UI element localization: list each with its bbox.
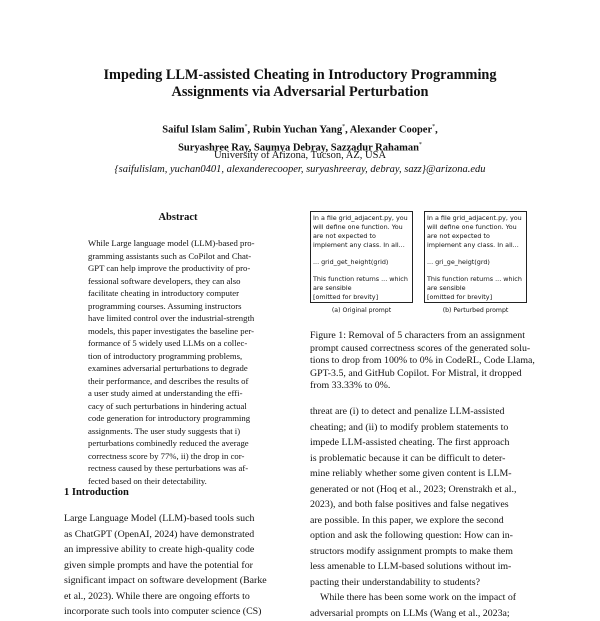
figure-subcaption-b: (b) Perturbed prompt <box>424 307 527 314</box>
prompt-line: [omitted for brevity] <box>313 293 410 302</box>
intro-line: incorporate such tools into computer science (CS) <box>64 604 294 620</box>
abstract-line: programming courses. Assuming instructors <box>88 300 274 313</box>
title-line-2: Assignments via Adversarial Perturbation <box>0 84 600 101</box>
author-mark: * <box>245 124 248 130</box>
figure-subcaption-a: (a) Original prompt <box>310 307 413 314</box>
abstract-line: their performance, and describes the results of <box>88 375 274 388</box>
right-column-line: 2023), and both false positives and false negatives <box>310 497 540 513</box>
prompt-line: will define one function. You <box>427 223 524 232</box>
prompt-line: implement any class. In all... <box>427 241 524 250</box>
author-name: , Rubin Yuchan Yang <box>248 125 343 136</box>
author-name: Suryashree Ray, Saumya Debray, Sazzadur Rahaman <box>178 142 419 153</box>
abstract-line: assignments. The user study suggests that i) <box>88 425 274 438</box>
abstract-line: While Large language model (LLM)-based pro- <box>88 237 274 250</box>
figure-caption-line: Figure 1: Removal of 5 characters from an assignment <box>310 330 540 343</box>
abstract-line: gramming assistants such as CoPilot and Chat- <box>88 250 274 263</box>
abstract-body <box>88 237 274 487</box>
affiliation: University of Arizona, Tucson, AZ, USA <box>0 149 600 163</box>
figure-caption-line: prompt caused correctness scores of the generated solu- <box>310 343 540 356</box>
abstract-line: GPT can help improve the productivity of pro- <box>88 262 274 275</box>
author-mark: * <box>342 124 345 130</box>
intro-line: an impressive ability to create high-quality code <box>64 542 294 558</box>
abstract-line: models, this paper investigates the baseline per- <box>88 325 274 338</box>
intro-line: given simple prompts and have the potential for <box>64 558 294 574</box>
abstract-line: correctness score by 77%, ii) the drop in cor- <box>88 450 274 463</box>
right-column-line: less amenable to LLM-based solutions without im- <box>310 559 540 575</box>
abstract-line: perturbations combinedly reduced the average <box>88 437 274 450</box>
abstract-line: have limited control over the industrial-strength <box>88 312 274 325</box>
email-addresses: {saifulislam, yuchan0401, alexanderecooper, suryashreeray, debray, sazz}@arizona.edu <box>0 163 600 177</box>
figure-panel-original <box>310 211 413 303</box>
right-column-line: pacting their understandability to students? <box>310 575 540 591</box>
prompt-line: This function returns ... which <box>313 275 410 284</box>
prompt-line: In a file grid_adjacent.py, you <box>427 214 524 223</box>
intro-line: significant impact on software development (Barke <box>64 573 294 589</box>
intro-line: et al., 2023). While there are ongoing efforts to <box>64 589 294 605</box>
prompt-line: ... gri_ge_heigt(grd) <box>427 258 524 267</box>
right-column-line: mine reliably whether some given content is LLM- <box>310 466 540 482</box>
figure-caption-line: from 33.33% to 0%. <box>310 380 540 393</box>
abstract-line: formance of 5 widely used LLMs on a collec- <box>88 337 274 350</box>
right-column-line: generated or not (Hoq et al., 2023; Orenstrakh et al., <box>310 482 540 498</box>
prompt-line <box>427 250 524 258</box>
right-column-text <box>310 404 540 621</box>
abstract-line: fessional software developers, they can also <box>88 275 274 288</box>
prompt-line <box>313 250 410 258</box>
abstract-line: rectness caused by these perturbations was af- <box>88 462 274 475</box>
abstract-line: facilitate cheating in introductory computer <box>88 287 274 300</box>
abstract-line: cacy of such perturbations in hindering actual <box>88 400 274 413</box>
right-column-line: threat are (i) to detect and penalize LLM-assisted <box>310 404 540 420</box>
right-column-line: option and ask the following question: How can in- <box>310 528 540 544</box>
prompt-line: In a file grid_adjacent.py, you <box>313 214 410 223</box>
section-heading-introduction: 1 Introduction <box>64 487 129 498</box>
prompt-line <box>313 267 410 275</box>
abstract-line: fected based on their detectability. <box>88 475 274 488</box>
author-mark: * <box>419 142 422 148</box>
right-column-line: While there has been some work on the impact of <box>310 590 540 606</box>
abstract-heading: Abstract <box>88 212 268 223</box>
abstract-line: examines adversarial perturbations to degrade <box>88 362 274 375</box>
abstract-line: a user study aimed at understanding the effi- <box>88 387 274 400</box>
author-mark: * <box>432 124 435 130</box>
intro-line: as ChatGPT (OpenAI, 2024) have demonstrated <box>64 527 294 543</box>
author-name: , <box>435 125 438 136</box>
right-column-line: is problematic because it can be difficult to deter- <box>310 451 540 467</box>
prompt-line: implement any class. In all... <box>313 241 410 250</box>
right-column-line: impede LLM-assisted cheating. The first approach <box>310 435 540 451</box>
abstract-line: tion of introductory programming problems, <box>88 350 274 363</box>
prompt-line: will define one function. You <box>313 223 410 232</box>
right-column-line: cheating; and (ii) to modify problem statements to <box>310 420 540 436</box>
author-name: , Alexander Cooper <box>345 125 432 136</box>
prompt-line: are sensible <box>313 284 410 293</box>
prompt-line: are sensible <box>427 284 524 293</box>
abstract-line: code generation for introductory programming <box>88 412 274 425</box>
right-column-line: adversarial prompts on LLMs (Wang et al., 2023a; <box>310 606 540 621</box>
figure-caption <box>310 330 540 393</box>
prompt-line: are not expected to <box>427 232 524 241</box>
introduction-text <box>64 511 294 620</box>
figure-panel-perturbed <box>424 211 527 303</box>
figure-caption-line: tions to drop from 100% to 0% in CodeRL, Code Llama, <box>310 355 540 368</box>
paper-title <box>0 67 600 101</box>
prompt-line: ... grid_get_height(grid) <box>313 258 410 267</box>
prompt-line: are not expected to <box>313 232 410 241</box>
prompt-line <box>427 267 524 275</box>
right-column-line: structors modify assignment prompts to make them <box>310 544 540 560</box>
author-name: Saiful Islam Salim <box>162 125 244 136</box>
author-line-1 <box>0 120 600 138</box>
title-line-1: Impeding LLM-assisted Cheating in Introductory Programming <box>0 67 600 84</box>
right-column-line: are possible. In this paper, we explore the second <box>310 513 540 529</box>
intro-line: Large Language Model (LLM)-based tools such <box>64 511 294 527</box>
figure-caption-line: GPT-3.5, and GitHub Copilot. For Mistral, it dropped <box>310 368 540 381</box>
prompt-line: This function returns ... which <box>427 275 524 284</box>
prompt-line: [omitted for brevity] <box>427 293 524 302</box>
